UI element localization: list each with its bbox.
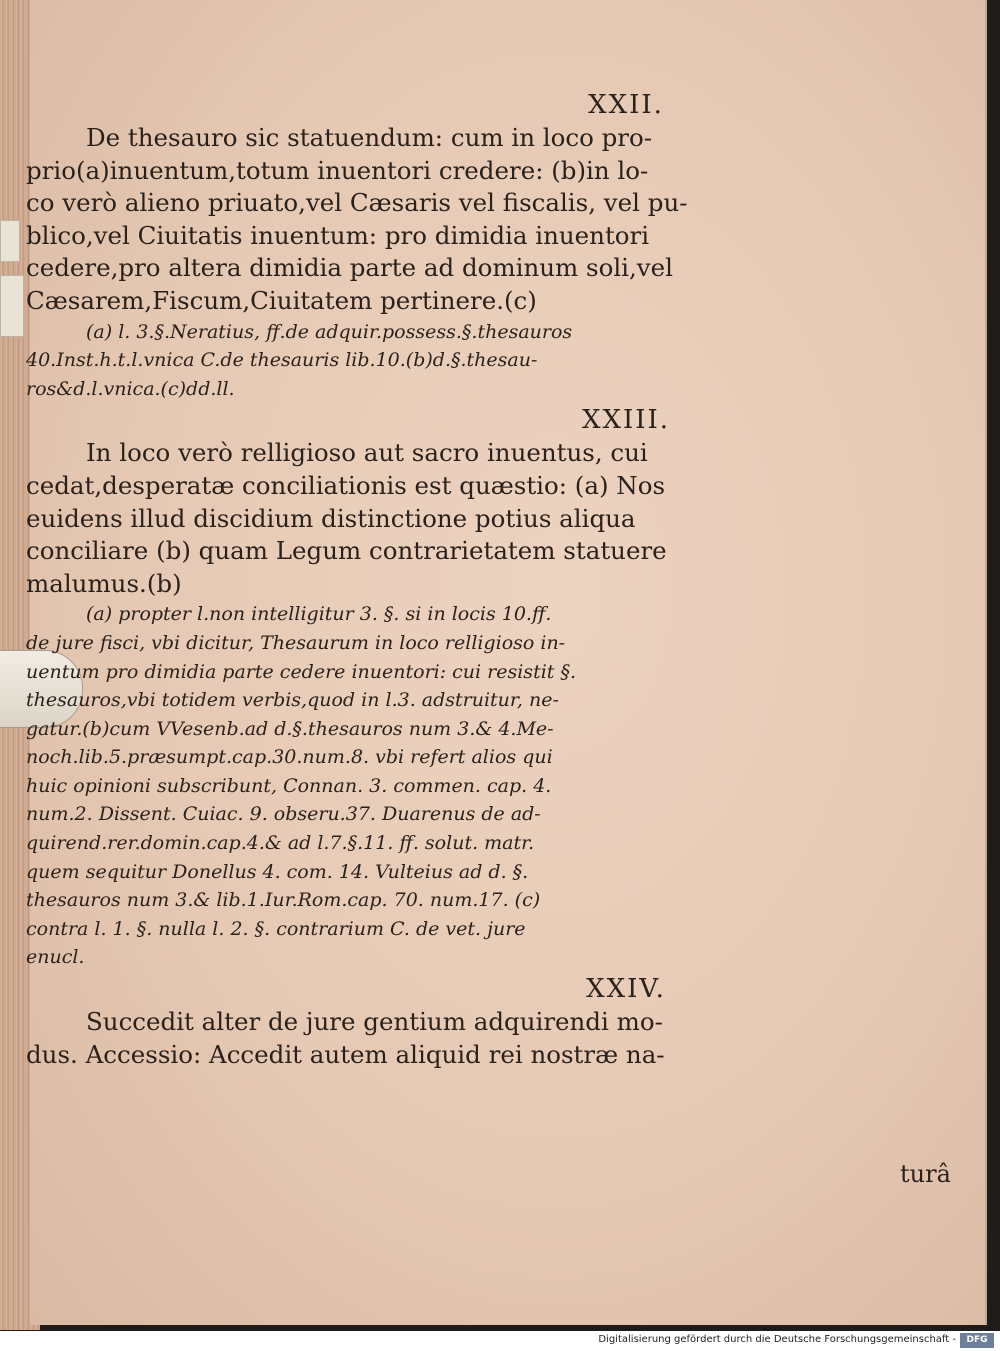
note-line: num.2. Dissent. Cuiac. 9. obseru.37. Duarenus de ad-: [26, 803, 541, 826]
note-line: gatur.(b)cum VVesenb.ad d.§.thesauros num 3.& 4.Me-: [26, 717, 554, 740]
note-line: quirend.rer.domin.cap.4.& ad l.7.§.11. ff. solut. matr.: [26, 832, 535, 855]
text-line: dus. Accessio: Accedit autem aliquid rei nostræ na-: [26, 1039, 665, 1069]
note-line: de jure fisci, vbi dicitur, Thesaurum in loco relligioso in-: [26, 631, 566, 654]
text-line: euidens illud discidium distinctione potius aliqua: [26, 503, 636, 533]
section-xxiii: [26, 403, 956, 972]
note-line: quem sequitur Donellus 4. com. 14. Vulteius ad d. §.: [26, 860, 529, 883]
text-line: cedat,desperatæ conciliationis est quæstio: (a) Nos: [26, 470, 666, 500]
note-line: contra l. 1. §. nulla l. 2. §. contrarium C. de vet. jure: [26, 917, 526, 940]
text-line: cedere,pro altera dimidia parte ad dominum soli,vel: [26, 253, 673, 283]
section-xxii: [26, 88, 956, 403]
page-content: [26, 88, 956, 1071]
catchword: turâ: [900, 1160, 951, 1188]
text-line: In loco verò relligioso aut sacro inuentus, cui: [86, 438, 648, 468]
text-line: Cæsarem,Fiscum,Ciuitatem pertinere.(c): [26, 285, 537, 315]
digitization-note: Digitalisierung gefördert durch die Deutsche Forschungsgemeinschaft -: [598, 1334, 956, 1345]
note-line: noch.lib.5.præsumpt.cap.30.num.8. vbi refert alios qui: [26, 746, 553, 769]
note-line: thesauros num 3.& lib.1.Iur.Rom.cap. 70. num.17. (c): [26, 889, 541, 912]
page-tab-marker: [0, 220, 20, 262]
note-line: uentum pro dimidia parte cedere inuentori: cui resistit §.: [26, 660, 576, 683]
digitization-footer: [0, 1331, 1000, 1351]
section-numeral: XXII.: [588, 90, 664, 120]
dfg-logo-icon: DFG: [960, 1333, 994, 1348]
page-tab-marker: [0, 275, 24, 337]
text-line: prio(a)inuentum,totum inuentori credere: (b)in lo-: [26, 155, 649, 185]
footnote: [26, 318, 966, 404]
note-line: enucl.: [26, 946, 85, 969]
footnote: [26, 600, 966, 972]
section-numeral: XXIII.: [581, 405, 671, 436]
section-xxiv: [26, 972, 956, 1071]
text-line: malumus.(b): [26, 568, 182, 598]
section-text: [26, 122, 966, 318]
text-line: Succedit alter de jure gentium adquirendi mo-: [86, 1007, 663, 1037]
note-line: 40.Inst.h.t.l.vnica C.de thesauris lib.10.(b)d.§.thesau-: [26, 349, 538, 372]
section-numeral: XXIV.: [586, 974, 666, 1005]
text-line: De thesauro sic statuendum: cum in loco pro-: [86, 123, 653, 152]
section-text: [26, 1006, 966, 1071]
note-line: (a) l. 3.§.Neratius, ff.de adquir.possess.§.thesauros: [86, 320, 573, 343]
note-line: (a) propter l.non intelligitur 3. §. si in locis 10.ff.: [86, 603, 552, 626]
section-text: [26, 437, 966, 600]
note-line: thesauros,vbi totidem verbis,quod in l.3. adstruitur, ne-: [26, 689, 559, 712]
text-line: blico,vel Ciuitatis inuentum: pro dimidia inuentori: [26, 220, 650, 250]
note-line: ros&d.l.vnica.(c)dd.ll.: [26, 377, 235, 400]
text-line: conciliare (b) quam Legum contrarietatem statuere: [26, 536, 667, 566]
note-line: huic opinioni subscribunt, Connan. 3. commen. cap. 4.: [26, 774, 552, 797]
text-line: co verò alieno priuato,vel Cæsaris vel fiscalis, vel pu-: [26, 188, 688, 218]
